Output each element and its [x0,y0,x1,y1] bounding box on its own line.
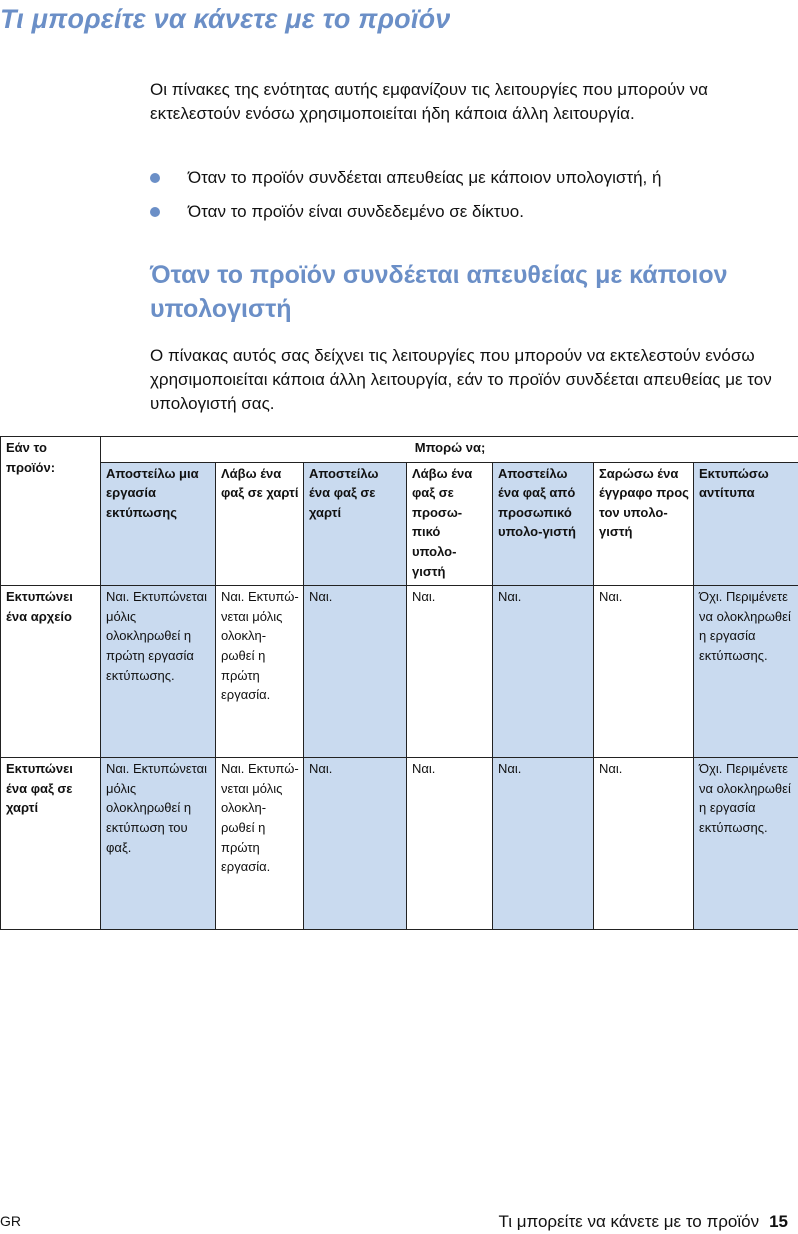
column-header: Λάβω ένα φαξ σε χαρτί [216,462,304,586]
table-cell: Ναι. [304,586,407,758]
footer-language: GR [0,1213,21,1229]
table-cell: Ναι. [594,586,694,758]
table-cell: Ναι. Εκτυπώ-νεται μόλις ολοκλη-ρωθεί η πρώτη εργασία. [216,586,304,758]
row-header: Εκτυπώνει ένα φαξ σε χαρτί [1,758,101,930]
column-header: Αποστείλω ένα φαξ σε χαρτί [304,462,407,586]
section-heading: Όταν το προϊόν συνδέεται απευθείας με κάποιον υπολογιστή [150,261,728,323]
table-cell: Όχι. Περιμένετε να ολοκληρωθεί η εργασία εκτύπωσης. [694,758,798,930]
table-cell: Ναι. [594,758,694,930]
table-group-header: Μπορώ να; [101,437,798,463]
row-header: Εκτυπώνει ένα αρχείο [1,586,101,758]
table-cell: Ναι. [304,758,407,930]
table-row [1,586,798,758]
column-header: Εκτυπώσω αντίτυπα [694,462,798,586]
table-cell: Ναι. Εκτυπώ-νεται μόλις ολοκλη-ρωθεί η πρώτη εργασία. [216,758,304,930]
bullet-dot-icon [150,207,160,217]
table-header-row [1,437,798,463]
bullet-list [150,166,795,234]
table-cell: Ναι. [407,586,493,758]
column-header: Λάβω ένα φαξ σε προσω-πικό υπολο-γιστή [407,462,493,586]
column-header: Αποστείλω μια εργασία εκτύπωσης [101,462,216,586]
function-matrix-table [0,436,798,930]
column-header: Σαρώσω ένα έγγραφο προς τον υπολο-γιστή [594,462,694,586]
footer-title: Τι μπορείτε να κάνετε με το προϊόν [498,1212,760,1231]
page-title: Τι μπορείτε να κάνετε με το προϊόν [0,4,451,34]
table-cell: Ναι. Εκτυπώνεται μόλις ολοκληρωθεί η πρώτη εργασία εκτύπωσης. [101,586,216,758]
table-cell: Όχι. Περιμένετε να ολοκληρωθεί η εργασία εκτύπωσης. [694,586,798,758]
bullet-dot-icon [150,173,160,183]
bullet-text: Όταν το προϊόν συνδέεται απευθείας με κάποιον υπολογιστή, ή [188,168,662,187]
bullet-item-direct [150,166,795,200]
table-row [1,758,798,930]
table-cell: Ναι. [493,586,594,758]
section-description: Ο πίνακας αυτός σας δείχνει τις λειτουργίες που μπορούν να εκτελεστούν ενόσω χρησιμοποιείται κάποια άλλη λειτουργία, εάν το προϊόν συνδέεται απευθείας με τον υπολογιστή σας. [150,346,772,413]
bullet-item-network [150,200,795,234]
table-column-header-row [1,462,798,586]
page-number: 15 [769,1212,788,1231]
table-corner-header: Εάν το προϊόν: [1,437,101,586]
footer-running-title [498,1212,788,1232]
table-cell: Ναι. [407,758,493,930]
intro-paragraph: Οι πίνακες της ενότητας αυτής εμφανίζουν τις λειτουργίες που μπορούν να εκτελεστούν ενόσω χρησιμοποιείται ήδη κάποια άλλη λειτουργία. [150,80,708,123]
column-header: Αποστείλω ένα φαξ από προσωπικό υπολο-γιστή [493,462,594,586]
table-cell: Ναι. Εκτυπώνεται μόλις ολοκληρωθεί η εκτύπωση του φαξ. [101,758,216,930]
table-cell: Ναι. [493,758,594,930]
bullet-text: Όταν το προϊόν είναι συνδεδεμένο σε δίκτυο. [188,202,524,221]
